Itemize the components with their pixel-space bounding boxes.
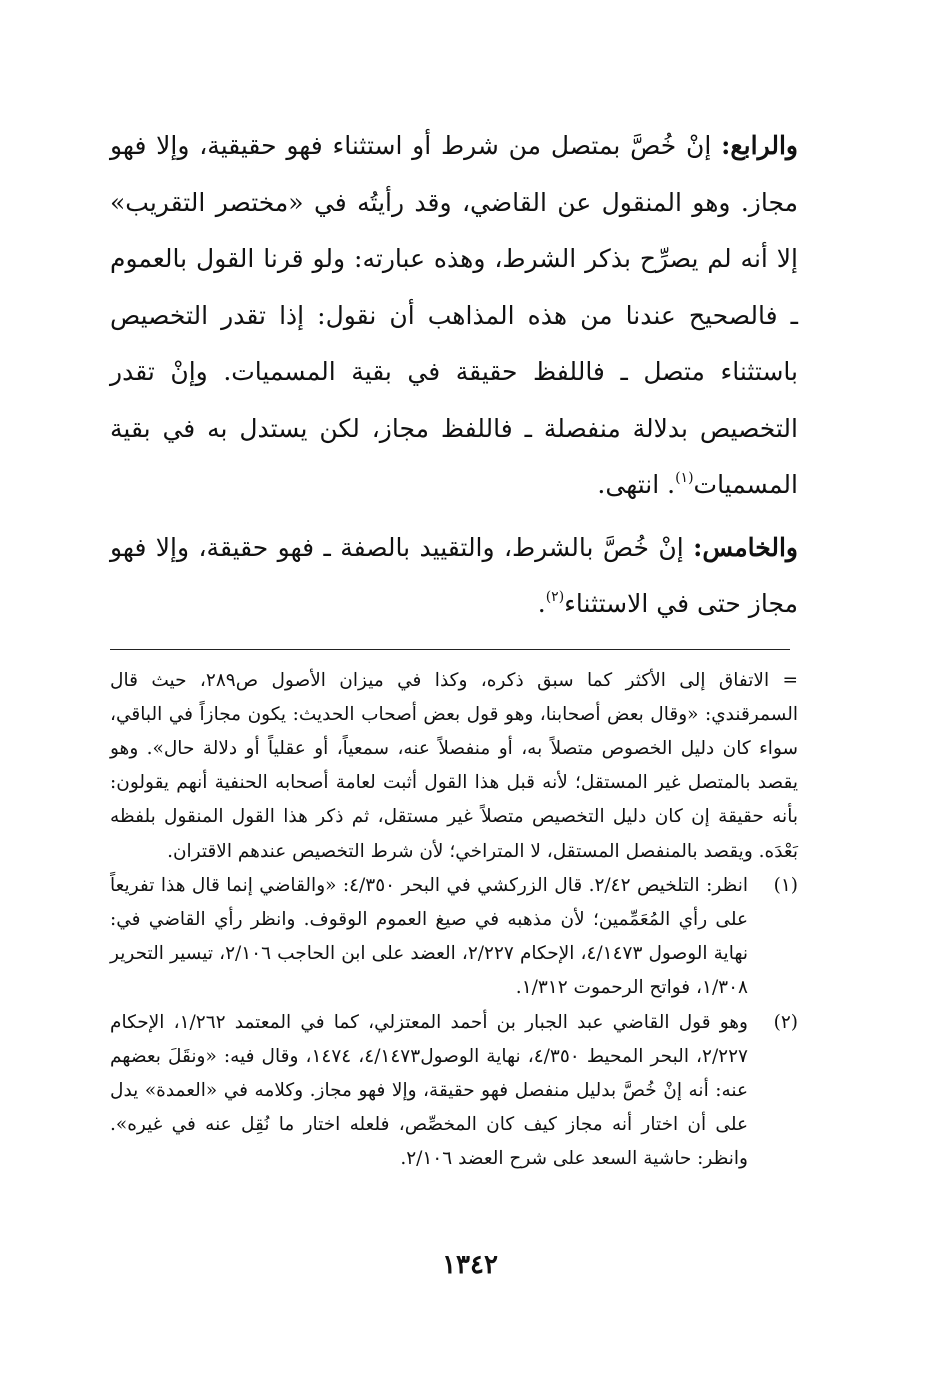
footnote-separator	[110, 649, 790, 650]
footnote-ref-2[interactable]: (٢)	[545, 588, 565, 605]
paragraph-lead-fifth: والخامس:	[693, 532, 798, 562]
paragraph-text-fifth: إنْ خُصَّ بالشرط، والتقييد بالصفة ـ فهو حقيقة، وإلا فهو مجاز حتى في الاستثناء	[110, 532, 798, 618]
paragraph-text-fourth: إنْ خُصَّ بمتصل من شرط أو استثناء فهو حقيقية، وإلا فهو مجاز. وهو المنقول عن القاضي، وقد رأيتُه في «مختصر التقريب» إلا أنه لم يصرِّح بذكر الشرط، وهذه عبارته: ولو قرنا القول بالعموم ـ فالصحيح عندنا من هذه المذاهب أن نقول: إذا تقدر التخصيص باستثناء متصل ـ فاللفظ حقيقة في بقية المسميات. وإنْ تقدر التخصيص بدلالة منفصلة ـ فاللفظ مجاز، لكن يستدل به في بقية المسميات	[110, 131, 798, 499]
page-number: ١٣٤٢	[442, 1250, 498, 1280]
footnote-number-1: (١)	[773, 874, 798, 896]
footnote-ref-1[interactable]: (١)	[675, 469, 694, 486]
footnote-text-1: انظر: التلخيص ٢/٤٢. قال الزركشي في البحر ٤/٣٥٠: «والقاضي إنما قال هذا تفريعاً على رأي المُعَمِّمين؛ لأن مذهبه في صيغ العموم الوقوف. وانظر رأي القاضي في: نهاية الوصول ٤/١٤٧٣، الإحكام ٢/٢٢٧، العضد على ابن الحاجب ٢/١٠٦، تيسير التحرير ١/٣٠٨، فواتح الرحموت ١/٣١٢.	[110, 874, 749, 999]
paragraph-fourth-opinion	[110, 118, 798, 514]
paragraph-lead-fourth: والرابع:	[721, 131, 799, 160]
paragraph-fifth-opinion	[110, 520, 798, 633]
page-content	[110, 118, 798, 1177]
footnotes-section	[110, 664, 798, 1177]
paragraph-tail-fourth: . انتهى.	[597, 470, 676, 499]
footnote-continuation	[110, 664, 798, 869]
footnote-2	[110, 1006, 798, 1177]
footnote-1	[110, 869, 798, 1006]
paragraph-tail-fifth: .	[537, 589, 546, 618]
footnote-text-2: وهو قول القاضي عبد الجبار بن أحمد المعتزلي، كما في المعتمد ١/٢٦٢، الإحكام ٢/٢٢٧، البحر المحيط ٤/٣٥٠، نهاية الوصول٤/١٤٧٣، ١٤٧٤، وقال فيه: «ونقَلَ بعضهم عنه: أنه إنْ خُصَّ بدليل منفصل فهو حقيقة، وإلا فهو مجاز. وكلامه في «العمدة» يدل على أن اختار أنه مجاز كيف كان المخصِّص، فلعله اختار ما نُقِل عنه في غيره». وانظر: حاشية السعد على شرح العضد ٢/١٠٦.	[110, 1011, 748, 1170]
footnote-number-2: (٢)	[773, 1011, 798, 1033]
footnote-continuation-text: = الاتفاق إلى الأكثر كما سبق ذكره، وكذا في ميزان الأصول ص٢٨٩، حيث قال السمرقندي: «وقال بعض أصحابنا، وهو قول بعض أصحاب الحديث: يكون مجازاً في الباقي، سواء كان دليل الخصوص متصلاً به، أو منفصلاً عنه، سمعياً، أو عقلياً أو دلالة حال». وهو يقصد بالمتصل غير المستقل؛ لأنه قبل هذا القول أثبت لعامة أصحابه الحنفية أنهم يقولون: بأنه حقيقة إن كان دليل التخصيص متصلاً غير مستقل، ثم ذكر هذا القول المنقول بلفظه بَعْدَه. ويقصد بالمنفصل المستقل، لا المتراخي؛ لأن شرط التخصيص عندهم الاقتران.	[110, 669, 798, 862]
